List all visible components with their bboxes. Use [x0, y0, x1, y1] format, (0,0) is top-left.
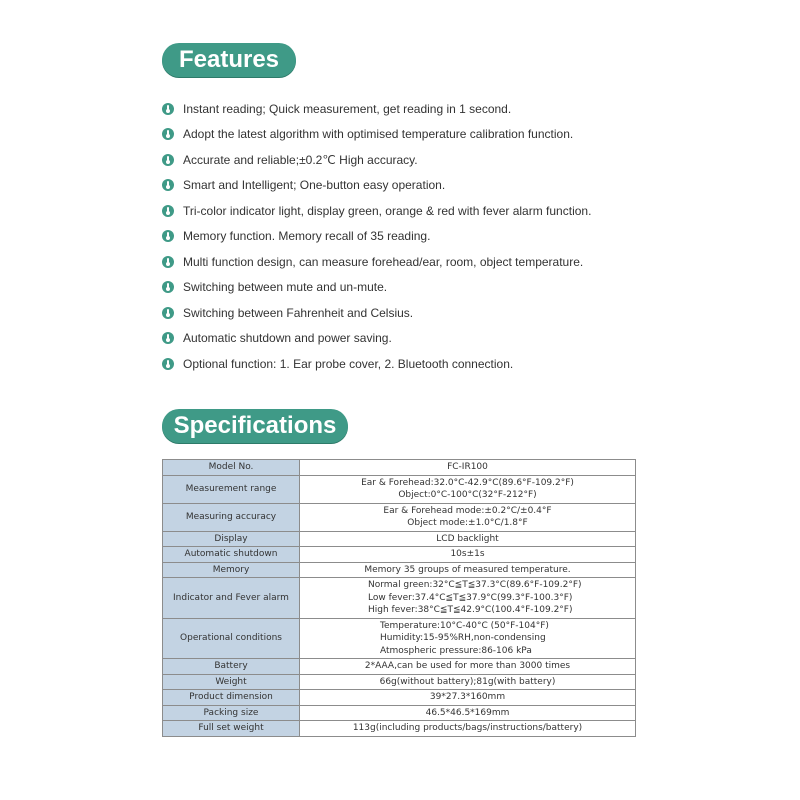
feature-text: Switching between mute and un-mute. [183, 280, 388, 295]
feature-text: Automatic shutdown and power saving. [183, 331, 392, 346]
spec-value [300, 705, 636, 721]
spec-value-line: Ear & Forehead:32.0°C-42.9°C(89.6°F-109.2°F) [361, 477, 574, 488]
spec-value-line: LCD backlight [436, 533, 499, 544]
feature-item [162, 147, 782, 173]
feature-text: Multi function design, can measure forehead/ear, room, object temperature. [183, 254, 584, 269]
spec-value-line: Object:0°C-100°C(32°F-212°F) [398, 490, 537, 500]
feature-item [162, 96, 782, 122]
spec-value-line: Low fever:37.4°C≦T≦37.9°C(99.3°F-100.3°F) [368, 592, 573, 603]
thermometer-icon [162, 332, 174, 344]
spec-label: Measurement range [163, 475, 300, 503]
spec-value-line: Normal green:32°C≦T≦37.3°C(89.6°F-109.2°F) [368, 580, 582, 590]
spec-value [300, 503, 636, 531]
spec-label: Indicator and Fever alarm [163, 578, 300, 619]
spec-label: Battery [163, 659, 300, 675]
spec-value-line: High fever:38°C≦T≦42.9°C(100.4°F-109.2°F) [368, 605, 573, 615]
features-list [162, 96, 782, 377]
spec-value [300, 547, 636, 563]
spec-value-line: 46.5*46.5*169mm [425, 707, 510, 718]
feature-text: Accurate and reliable;±0.2℃ High accuracy. [183, 152, 418, 167]
spec-label: Weight [163, 674, 300, 690]
feature-text: Memory function. Memory recall of 35 reading. [183, 229, 431, 244]
spec-label: Measuring accuracy [163, 503, 300, 531]
spec-value [300, 460, 636, 476]
spec-label: Memory [163, 562, 300, 578]
feature-item [162, 326, 782, 352]
spec-row-battery [163, 659, 636, 675]
thermometer-icon [162, 230, 174, 242]
spec-value-line: FC-IR100 [447, 462, 488, 472]
feature-text: Adopt the latest algorithm with optimised temperature calibration function. [183, 127, 574, 142]
spec-label: Operational conditions [163, 618, 300, 659]
spec-value-line: 2*AAA,can be used for more than 3000 times [364, 661, 571, 671]
spec-value [300, 562, 636, 578]
spec-value-line: 66g(without battery);81g(with battery) [379, 676, 556, 687]
spec-row-display [163, 531, 636, 547]
thermometer-icon [162, 179, 174, 191]
spec-value [300, 531, 636, 547]
spec-value-line: 10s±1s [450, 549, 485, 559]
spec-label: Product dimension [163, 690, 300, 706]
spec-value-line: Object mode:±1.0°C/1.8°F [407, 518, 528, 528]
feature-item [162, 300, 782, 326]
thermometer-icon [162, 307, 174, 319]
thermometer-icon [162, 281, 174, 293]
feature-text: Instant reading; Quick measurement, get reading in 1 second. [183, 101, 512, 116]
feature-text: Optional function: 1. Ear probe cover, 2. Bluetooth connection. [183, 356, 514, 371]
spec-value [300, 690, 636, 706]
spec-value-line: 39*27.3*160mm [429, 692, 506, 702]
specifications-heading: Specifications [162, 409, 348, 443]
spec-label: Packing size [163, 705, 300, 721]
spec-label: Automatic shutdown [163, 547, 300, 563]
feature-item [162, 249, 782, 275]
spec-value-line: 113g(including products/bags/instructions/battery) [352, 723, 583, 733]
spec-label: Full set weight [163, 721, 300, 737]
spec-row-packing [163, 705, 636, 721]
thermometer-icon [162, 154, 174, 166]
spec-value-line: Temperature:10°C-40°C (50°F-104°F) [380, 620, 549, 631]
feature-item [162, 122, 782, 148]
spec-label: Model No. [163, 460, 300, 476]
spec-value [300, 659, 636, 675]
feature-text: Switching between Fahrenheit and Celsius. [183, 305, 414, 320]
spec-value-line: Ear & Forehead mode:±0.2°C/±0.4°F [383, 505, 552, 516]
spec-row-indicator [163, 578, 636, 619]
spec-value-line: Atmospheric pressure:86-106 kPa [380, 645, 532, 656]
specifications-table [162, 459, 636, 737]
spec-value [300, 475, 636, 503]
spec-value [300, 721, 636, 737]
feature-item [162, 173, 782, 199]
spec-row-measurement-range [163, 475, 636, 503]
thermometer-icon [162, 103, 174, 115]
feature-text: Tri-color indicator light, display green, orange & red with fever alarm function. [183, 203, 592, 218]
feature-item [162, 198, 782, 224]
spec-value [300, 618, 636, 659]
spec-label: Display [163, 531, 300, 547]
feature-text: Smart and Intelligent; One-button easy operation. [183, 178, 446, 193]
features-heading: Features [162, 43, 296, 77]
feature-item [162, 275, 782, 301]
spec-row-operational [163, 618, 636, 659]
thermometer-icon [162, 128, 174, 140]
feature-item [162, 224, 782, 250]
feature-item [162, 351, 782, 377]
spec-row-memory [163, 562, 636, 578]
spec-row-model [163, 460, 636, 476]
spec-row-shutdown [163, 547, 636, 563]
spec-value-line: Memory 35 groups of measured temperature. [364, 564, 571, 575]
thermometer-icon [162, 256, 174, 268]
spec-row-full-set-weight [163, 721, 636, 737]
spec-value [300, 578, 636, 619]
spec-row-accuracy [163, 503, 636, 531]
spec-row-weight [163, 674, 636, 690]
thermometer-icon [162, 205, 174, 217]
spec-value [300, 674, 636, 690]
spec-row-dimension [163, 690, 636, 706]
thermometer-icon [162, 358, 174, 370]
spec-value-line: Humidity:15-95%RH,non-condensing [380, 633, 546, 643]
